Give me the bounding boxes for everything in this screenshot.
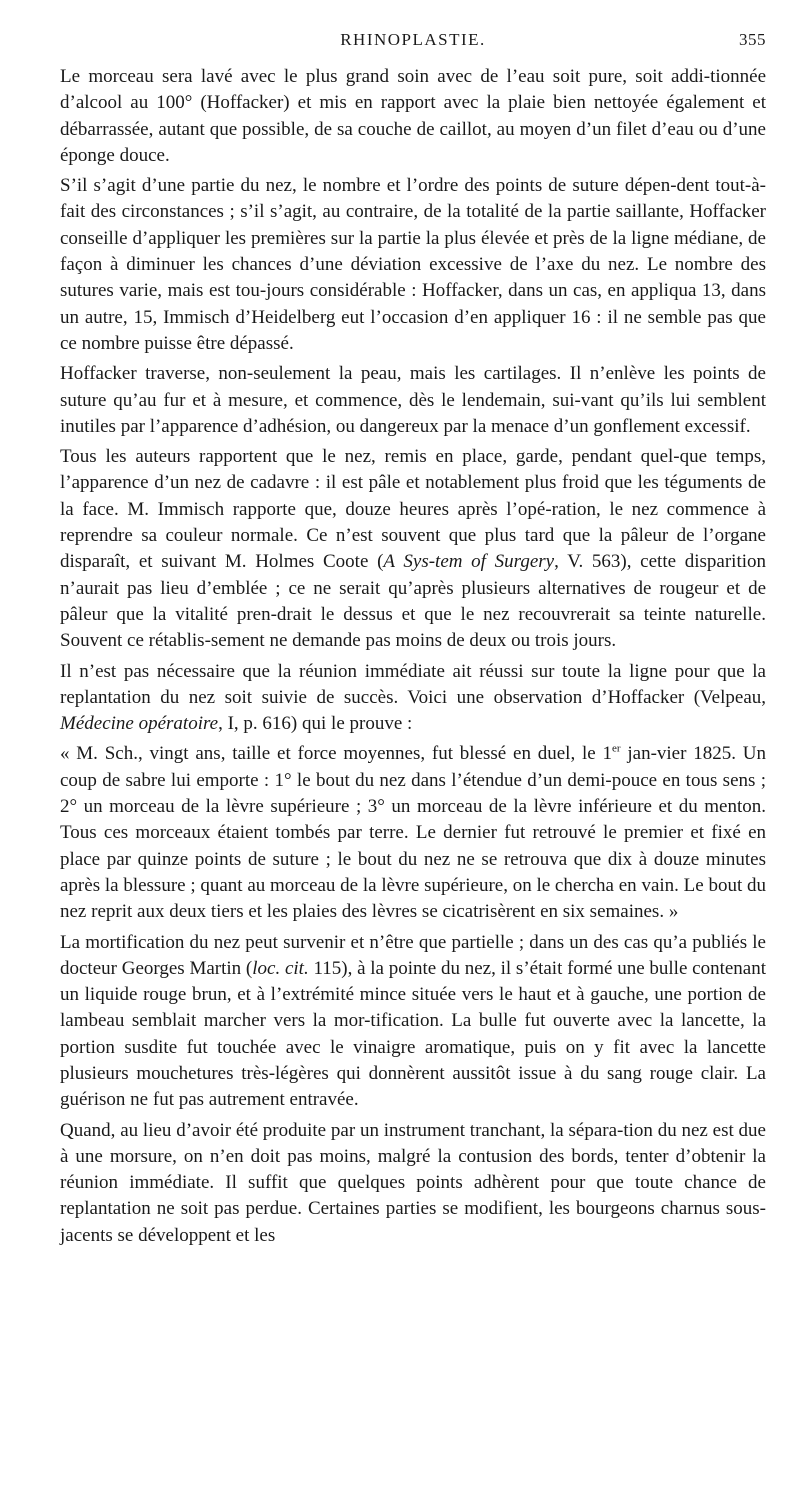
page-number: 355 [739,30,766,49]
paragraph-text: 115), à la pointe du nez, il s’était formé une bulle contenant un liquide rouge brun, et à l’extrémité mince située vers le haut et à gauche, une portion de lambeau semblait marcher vers la mor-tification. La bulle fut ouverte avec la lancette, la portion susdite fut touchée avec le vinaigre aromatique, puis on y fit avec la lancette plusieurs mouchetures très-légères qui donnèrent aussitôt issue à du sang rouge clair. La guérison ne fut pas autrement entravée. [60,957,767,1111]
running-title: RHINOPLASTIE. [340,30,486,49]
paragraph [60,64,766,169]
running-head [60,28,766,58]
paragraph-text: , V. 563), cette disparition n’aurait pas lieu d’emblée ; ce ne serait qu’après plusieurs alternatives de rougeur et de pâleur que la vitalité pren-drait le dessus et que le nez recouvrerait sa teinte naturelle. Souvent ce rétablis-sement ne demande pas moins de deux ou trois jours. [60,551,767,652]
paragraph-text: , I, p. 616) qui le prouve : [218,713,413,735]
paragraph-text: Hoffacker traverse, non-seulement la peau, mais les cartilages. Il n’enlève les points de suture qu’au fur et à mesure, et commence, dès le lendemain, sui-vant qu’ils lui semblent inutiles par l’apparence d’adhésion, ou dangereux par la menace d’un gonflement excessif. [60,363,766,437]
book-page [60,28,766,1253]
paragraph-text: « M. Sch., vingt ans, taille et force moyennes, fut blessé en duel, le 1 [60,743,613,765]
paragraph-text: S’il s’agit d’une partie du nez, le nombre et l’ordre des points de suture dépen-dent tout-à-fait des circonstances ; s’il s’agit, au contraire, de la totalité de la partie saillante, Hoffacker conseille d’appliquer les premières sur la partie la plus élevée et près de la ligne médiane, de façon à diminuer les chances d’une déviation excessive de l’axe du nez. Le nombre des sutures varie, mais est tou-jours considérable : Hoffacker, dans un cas, en appliqua 13, dans un autre, 15, Immisch d’Heidelberg eut l’occasion d’en appliquer 16 : il ne semble pas que ce nombre puisse être dépassé. [60,175,766,354]
italic-text: loc. cit. [252,957,309,979]
paragraph [60,659,766,738]
paragraph [60,173,766,357]
paragraph [60,361,766,440]
paragraph [60,1118,766,1249]
paragraph-text: La mortification du nez peut survenir et n’être que partielle ; dans un des cas qu’a publiés le docteur Georges Martin ( [60,931,766,979]
paragraph [60,444,766,654]
italic-text: Médecine opératoire [60,713,219,735]
body-text [60,64,766,1249]
paragraph-text: Il n’est pas nécessaire que la réunion immédiate ait réussi sur toute la ligne pour que la replantation du nez soit suivie de succès. Voici une observation d’Hoffacker (Velpeau, [60,660,766,708]
paragraph-text: Quand, au lieu d’avoir été produite par un instrument tranchant, la sépara-tion du nez est due à une morsure, on n’en doit pas moins, malgré la contusion des bords, tenter d’obtenir la réunion immédiate. Il suffit que quelques points adhèrent pour que toute chance de replantation ne soit pas perdue. Certaines parties se modifient, les bourgeons charnus sous-jacents se développent et les [60,1119,766,1246]
paragraph-text: Le morceau sera lavé avec le plus grand soin avec de l’eau soit pure, soit addi-tionnée d’alcool au 100° (Hoffacker) et mis en rapport avec la plaie bien nettoyée également et débarrassée, autant que possible, de sa couche de caillot, au moyen d’un filet d’eau ou d’une éponge douce. [60,66,766,166]
paragraph [60,741,766,925]
superscript-text: er [612,743,621,756]
paragraph [60,930,766,1114]
paragraph-text: Tous les auteurs rapportent que le nez, remis en place, garde, pendant quel-que temps, l’apparence d’un nez de cadavre : il est pâle et notablement plus froid que les téguments de la face. M. Immisch rapporte que, douze heures après l’opé-ration, le nez commence à reprendre sa couleur normale. Ce n’est souvent que plus tard que la pâleur de l’organe disparaît, et suivant M. Holmes Coote ( [60,446,766,573]
paragraph-text: jan-vier 1825. Un coup de sabre lui emporte : 1° le bout du nez dans l’étendue d’un demi-pouce en tous sens ; 2° un morceau de la lèvre supérieure ; 3° un morceau de la lèvre inférieure et du menton. Tous ces morceaux étaient tombés par terre. Le dernier fut retrouvé le premier et fixé en place par quinze points de suture ; le bout du nez ne se retrouva que dix à douze minutes après la blessure ; quant au morceau de la lèvre supérieure, on le chercha en vain. Le bout du nez reprit aux deux tiers et les plaies des lèvres se cicatrisèrent en six semaines. » [60,743,766,923]
italic-text: A Sys-tem of Surgery [383,551,555,573]
